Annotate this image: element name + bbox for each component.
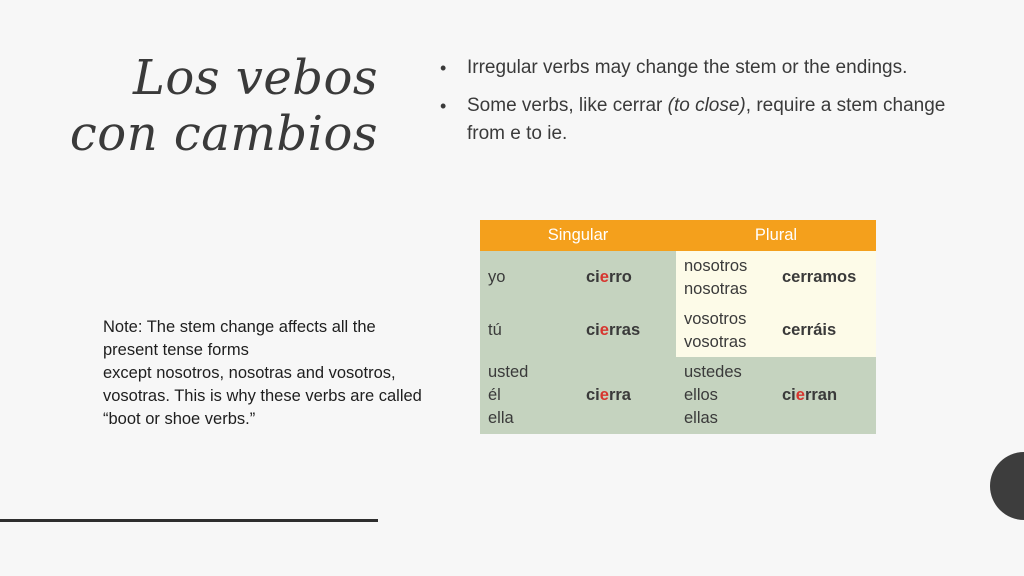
pronoun: nosotros bbox=[684, 256, 748, 275]
pronoun-cell bbox=[676, 357, 774, 434]
note-text bbox=[103, 316, 433, 431]
pronoun: yo bbox=[488, 268, 506, 286]
pronoun: ellas bbox=[684, 409, 718, 427]
title-line-2: con cambios bbox=[69, 106, 378, 162]
bullet-text-start: Some verbs, like cerrar bbox=[467, 95, 668, 116]
decorative-circle bbox=[990, 452, 1024, 520]
decorative-divider bbox=[0, 519, 378, 522]
verb-suffix: rra bbox=[608, 386, 631, 404]
verb-form-cell: cerráis bbox=[774, 304, 876, 357]
verb-form-cell bbox=[578, 304, 676, 357]
verb-form-cell bbox=[578, 357, 676, 434]
pronoun: usted bbox=[488, 363, 529, 381]
verb-suffix: rro bbox=[608, 268, 632, 286]
stem-change: e bbox=[795, 386, 805, 404]
pronoun-cell bbox=[480, 357, 578, 434]
bullet-text-end: , require a stem change from e to ie. bbox=[467, 95, 946, 144]
pronoun: vosotros bbox=[684, 309, 747, 328]
pronoun: ellos bbox=[684, 386, 718, 404]
verb-form-cell bbox=[774, 357, 876, 434]
note-line-1: Note: The stem change affects all the present tense forms bbox=[103, 318, 376, 359]
note-line-2: except nosotros, nosotras and vosotros, vosotras. This is why these verbs are called “boot or shoe verbs.” bbox=[103, 364, 422, 428]
header-singular: Singular bbox=[480, 220, 676, 251]
pronoun-cell bbox=[480, 251, 578, 304]
bullet-text: Irregular verbs may change the stem or the endings. bbox=[467, 57, 908, 78]
pronoun: vosotras bbox=[684, 332, 747, 351]
stem-change: e bbox=[599, 386, 609, 404]
stem-change: e bbox=[599, 268, 609, 286]
pronoun: él bbox=[488, 386, 501, 404]
table-row bbox=[480, 357, 876, 434]
verb-prefix: ci bbox=[782, 386, 796, 404]
verb-prefix: ci bbox=[586, 268, 600, 286]
table-header-row bbox=[480, 220, 876, 251]
pronoun-cell bbox=[480, 304, 578, 357]
table-row bbox=[480, 304, 876, 357]
bullet-list bbox=[440, 54, 960, 158]
stem-change: e bbox=[599, 321, 609, 339]
pronoun: ustedes bbox=[684, 363, 742, 381]
pronoun: tú bbox=[488, 321, 502, 339]
verb-prefix: ci bbox=[586, 321, 600, 339]
table-row bbox=[480, 251, 876, 304]
verb-suffix: rras bbox=[608, 321, 641, 339]
bullet-item bbox=[440, 54, 960, 82]
verb-form-cell: cerramos bbox=[774, 251, 876, 304]
verb-prefix: ci bbox=[586, 386, 600, 404]
bullet-text-italic: (to close) bbox=[667, 95, 746, 116]
bullet-item bbox=[440, 92, 960, 148]
verb-form-cell bbox=[578, 251, 676, 304]
pronoun-cell bbox=[676, 304, 774, 357]
slide-title bbox=[70, 50, 378, 162]
pronoun: nosotras bbox=[684, 279, 748, 298]
title-line-1: Los vebos bbox=[133, 50, 378, 106]
pronoun: ella bbox=[488, 409, 514, 427]
pronoun-cell bbox=[676, 251, 774, 304]
conjugation-table bbox=[480, 220, 876, 434]
header-plural: Plural bbox=[676, 220, 876, 251]
verb-suffix: rran bbox=[804, 386, 838, 404]
